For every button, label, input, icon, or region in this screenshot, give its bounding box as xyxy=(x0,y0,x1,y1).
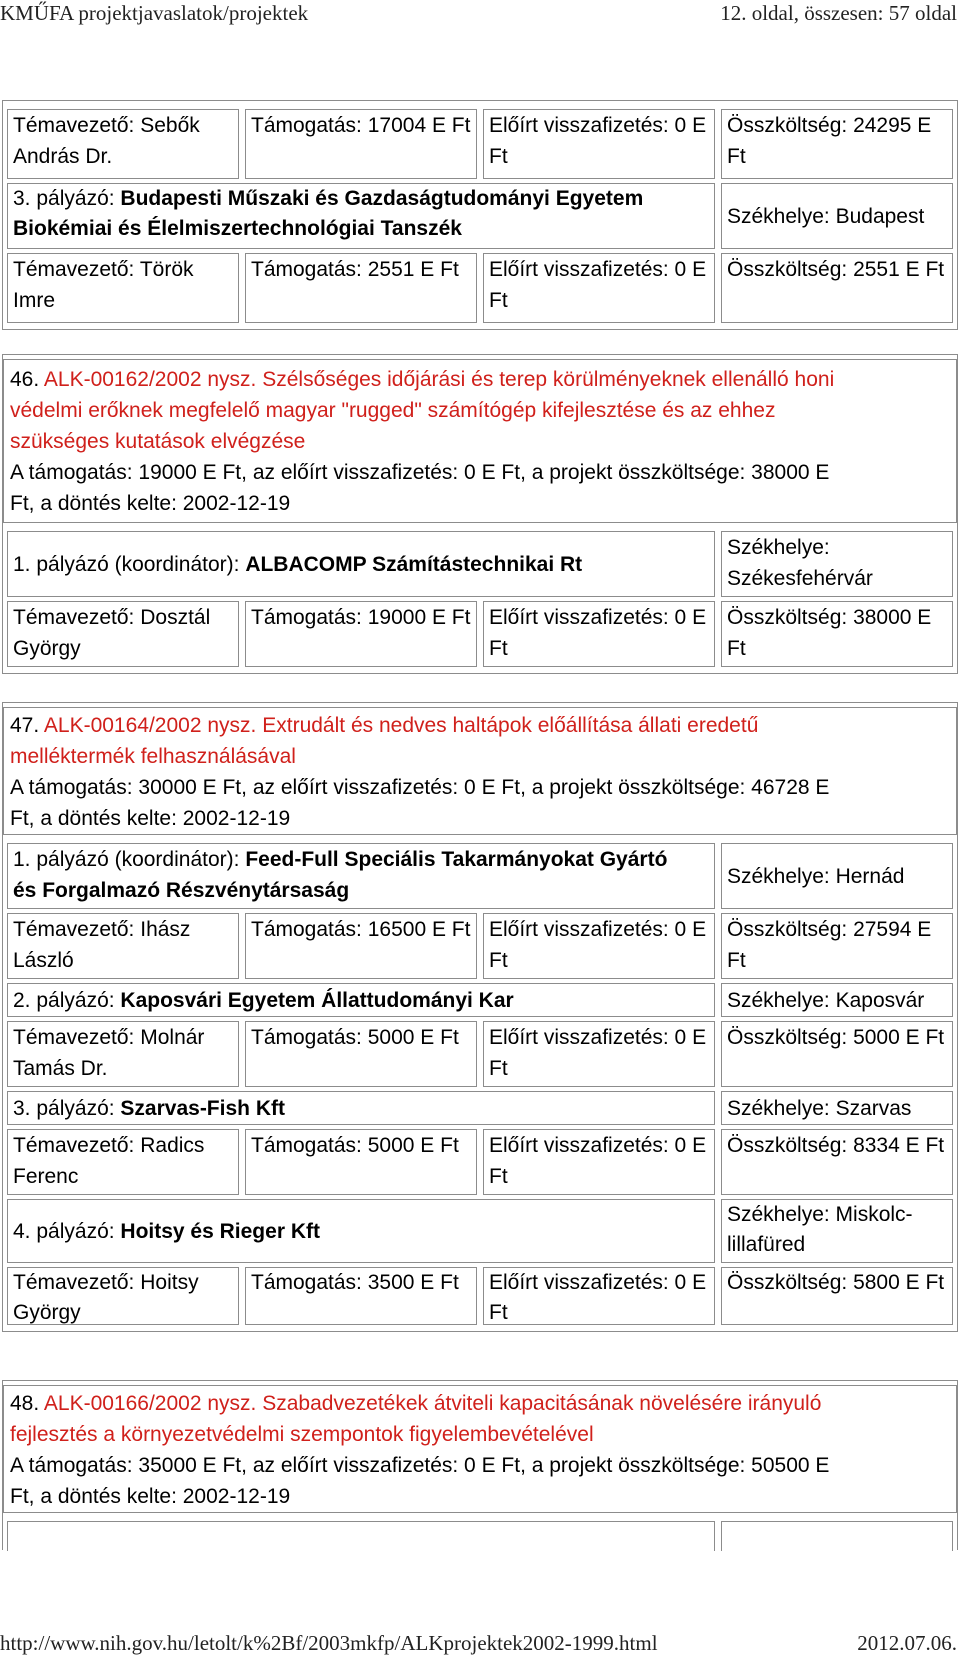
supervisor-cell xyxy=(7,1267,239,1325)
applicant-name-line1: Budapesti Műszaki és Gazdaságtudományi Egyetem xyxy=(120,187,644,210)
project-title-line3: szükséges kutatások elvégzése xyxy=(10,430,306,453)
project-title-line2: melléktermék felhasználásával xyxy=(10,745,296,768)
grant-value: 19000 E Ft xyxy=(367,606,471,629)
total-cost-label: Összköltség: xyxy=(727,114,848,137)
supervisor-name: Ihász László xyxy=(13,918,191,972)
repayment-cell xyxy=(483,109,715,179)
seat-label: Székhelye: xyxy=(727,988,830,1012)
project-summary-line2: Ft, a döntés kelte: 2002-12-19 xyxy=(10,807,291,830)
total-cost-label: Összköltség: xyxy=(727,258,848,281)
total-cost-value: 38000 E Ft xyxy=(727,606,932,660)
supervisor-cell xyxy=(7,253,239,323)
grant-cell xyxy=(245,913,477,979)
repayment-cell xyxy=(483,253,715,323)
grant-cell xyxy=(245,1021,477,1087)
supervisor-label: Témavezető: xyxy=(13,114,135,137)
grant-value: 3500 E Ft xyxy=(367,1271,459,1294)
applicant-name-line1: Feed-Full Speciális Takarmányokat Gyártó xyxy=(245,848,668,871)
total-cost-value: 8334 E Ft xyxy=(853,1134,945,1157)
project-id[interactable]: ALK-00162/2002 xyxy=(43,368,202,391)
supervisor-label: Témavezető: xyxy=(13,606,135,629)
supervisor-name: Radics Ferenc xyxy=(13,1134,205,1188)
project-header xyxy=(3,1385,957,1513)
applicant-number: 2. xyxy=(13,988,31,1012)
seat-value: Kaposvár xyxy=(835,988,925,1012)
project-header xyxy=(3,707,957,835)
repayment-cell xyxy=(483,1267,715,1325)
project-47 xyxy=(2,702,958,1332)
applicant-cell xyxy=(7,1521,715,1551)
grant-value: 2551 E Ft xyxy=(367,258,459,281)
total-cost-label: Összköltség: xyxy=(727,918,848,941)
total-cost-label: Összköltség: xyxy=(727,1026,848,1049)
project-title-line2: fejlesztés a környezetvédelmi szempontok figyelembevételével xyxy=(10,1423,594,1446)
grant-label: Támogatás: xyxy=(251,918,362,941)
supervisor-cell xyxy=(7,1129,239,1195)
project-title-line2: védelmi erőknek megfelelő magyar "rugged" számítógép kifejlesztése és az ehhez xyxy=(10,399,776,422)
total-cost-label: Összköltség: xyxy=(727,606,848,629)
applicant-name: Hoitsy és Rieger Kft xyxy=(120,1219,320,1243)
grant-value: 17004 E Ft xyxy=(367,114,471,137)
grant-label: Támogatás: xyxy=(251,1271,362,1294)
applicant-label: pályázó: xyxy=(36,988,115,1012)
applicant-name: Szarvas-Fish Kft xyxy=(120,1096,285,1120)
grant-value: 5000 E Ft xyxy=(367,1026,459,1049)
supervisor-label: Témavezető: xyxy=(13,918,135,941)
seat-value: Szarvas xyxy=(835,1096,912,1120)
project-nysz: nysz. xyxy=(207,368,257,391)
applicant-number: 1. xyxy=(13,848,31,871)
page-footer-url[interactable]: http://www.nih.gov.hu/letolt/k%2Bf/2003mkfp/ALKprojektek2002-1999.html xyxy=(0,1631,658,1655)
supervisor-label: Témavezető: xyxy=(13,1134,135,1157)
grant-cell xyxy=(245,253,477,323)
grant-cell xyxy=(245,601,477,667)
seat-cell xyxy=(721,183,953,249)
applicant-cell xyxy=(7,843,715,909)
seat-label: Székhelye: xyxy=(727,864,830,888)
repayment-cell xyxy=(483,1021,715,1087)
applicant-number: 3. xyxy=(13,1096,31,1120)
grant-label: Támogatás: xyxy=(251,1026,362,1049)
grant-value: 16500 E Ft xyxy=(367,918,471,941)
repayment-cell xyxy=(483,913,715,979)
grant-label: Támogatás: xyxy=(251,114,362,137)
total-cost-cell xyxy=(721,253,953,323)
project-id[interactable]: ALK-00164/2002 xyxy=(43,714,202,737)
seat-value: Budapest xyxy=(835,204,925,228)
applicant-number: 4. xyxy=(13,1219,31,1243)
total-cost-label: Összköltség: xyxy=(727,1271,848,1294)
project-nysz: nysz. xyxy=(207,1392,257,1415)
applicant-name: Kaposvári Egyetem Állattudományi Kar xyxy=(120,988,514,1012)
total-cost-value: 5000 E Ft xyxy=(853,1026,945,1049)
supervisor-name: Molnár Tamás Dr. xyxy=(13,1026,205,1080)
grant-label: Támogatás: xyxy=(251,258,362,281)
project-id[interactable]: ALK-00166/2002 xyxy=(43,1392,202,1415)
applicant-cell xyxy=(7,1199,715,1263)
repayment-text: Előírt visszafizetés: 0 E Ft xyxy=(489,1026,707,1080)
repayment-text: Előírt visszafizetés: 0 E Ft xyxy=(489,258,707,312)
total-cost-value: 27594 E Ft xyxy=(727,918,932,972)
project-summary-line1: A támogatás: 19000 E Ft, az előírt visszafizetés: 0 E Ft, a projekt összköltsége: 38000 E xyxy=(10,461,830,484)
total-cost-cell xyxy=(721,109,953,179)
seat-cell xyxy=(721,531,953,597)
project-number: 48. xyxy=(10,1392,40,1415)
supervisor-name: Dosztál György xyxy=(13,606,211,660)
page-header xyxy=(0,0,960,30)
project-title-line1: Extrudált és nedves haltápok előállítása állati eredetű xyxy=(262,714,759,737)
applicant-label: pályázó: xyxy=(36,187,115,210)
total-cost-value: 5800 E Ft xyxy=(853,1271,945,1294)
page-header-title: KMŰFA projektjavaslatok/projektek xyxy=(0,1,309,25)
supervisor-cell xyxy=(7,913,239,979)
seat-label: Székhelye: xyxy=(727,1096,830,1120)
project-nysz: nysz. xyxy=(207,714,257,737)
applicant-name-line2: és Forgalmazó Részvénytársaság xyxy=(13,879,350,902)
seat-cell xyxy=(721,1199,953,1263)
applicant-label: pályázó: xyxy=(36,1096,115,1120)
project-number: 46. xyxy=(10,368,40,391)
project-45-carryover xyxy=(2,100,958,330)
project-summary-line1: A támogatás: 30000 E Ft, az előírt visszafizetés: 0 E Ft, a projekt összköltsége: 46728 E xyxy=(10,776,830,799)
supervisor-label: Témavezető: xyxy=(13,258,135,281)
grant-cell xyxy=(245,1129,477,1195)
supervisor-cell xyxy=(7,601,239,667)
repayment-text: Előírt visszafizetés: 0 E Ft xyxy=(489,1271,707,1324)
project-summary-line1: A támogatás: 35000 E Ft, az előírt visszafizetés: 0 E Ft, a projekt összköltsége: 50500 E xyxy=(10,1454,830,1477)
project-number: 47. xyxy=(10,714,40,737)
total-cost-cell xyxy=(721,601,953,667)
page-footer xyxy=(0,1629,960,1657)
grant-cell xyxy=(245,109,477,179)
supervisor-name: Sebők András Dr. xyxy=(13,114,200,168)
page-header-page-number: 12. oldal, összesen: 57 oldal xyxy=(720,1,957,25)
repayment-text: Előírt visszafizetés: 0 E Ft xyxy=(489,114,707,168)
applicant-cell xyxy=(7,983,715,1017)
total-cost-cell xyxy=(721,913,953,979)
grant-value: 5000 E Ft xyxy=(367,1134,459,1157)
applicant-number: 3. xyxy=(13,187,31,210)
supervisor-label: Témavezető: xyxy=(13,1026,135,1049)
applicant-label: pályázó: xyxy=(36,1219,115,1243)
repayment-cell xyxy=(483,1129,715,1195)
supervisor-cell xyxy=(7,1021,239,1087)
total-cost-value: 2551 E Ft xyxy=(853,258,945,281)
project-title-line1: Szélsőséges időjárási és terep körülményeknek ellenálló honi xyxy=(262,368,835,391)
applicant-number: 1. xyxy=(13,552,31,576)
total-cost-cell xyxy=(721,1021,953,1087)
applicant-cell xyxy=(7,1091,715,1125)
repayment-text: Előírt visszafizetés: 0 E Ft xyxy=(489,1134,707,1188)
page-footer-date: 2012.07.06. xyxy=(857,1631,957,1655)
seat-cell xyxy=(721,1091,953,1125)
supervisor-cell xyxy=(7,109,239,179)
project-title-line1: Szabadvezetékek átviteli kapacitásának növelésére irányuló xyxy=(262,1392,822,1415)
applicant-cell xyxy=(7,183,715,249)
applicant-name-line2: Biokémiai és Élelmiszertechnológiai Tanszék xyxy=(13,217,462,240)
applicant-label: pályázó (koordinátor): xyxy=(36,848,240,871)
supervisor-name: Török Imre xyxy=(13,258,194,312)
supervisor-label: Témavezető: xyxy=(13,1271,135,1294)
grant-cell xyxy=(245,1267,477,1325)
repayment-text: Előírt visszafizetés: 0 E Ft xyxy=(489,918,707,972)
seat-value: Székesfehérvár xyxy=(727,567,873,590)
seat-label: Székhelye: xyxy=(727,536,830,559)
seat-line2: lillafüred xyxy=(727,1233,806,1256)
seat-cell xyxy=(721,983,953,1017)
seat-cell xyxy=(721,843,953,909)
project-46 xyxy=(2,354,958,674)
applicant-name: ALBACOMP Számítástechnikai Rt xyxy=(245,552,583,576)
project-header xyxy=(3,359,957,523)
seat-line1: Székhelye: Miskolc- xyxy=(727,1203,913,1226)
supervisor-name: Hoitsy György xyxy=(13,1271,199,1324)
total-cost-cell xyxy=(721,1129,953,1195)
repayment-text: Előírt visszafizetés: 0 E Ft xyxy=(489,606,707,660)
seat-label: Székhelye: xyxy=(727,204,830,228)
grant-label: Támogatás: xyxy=(251,606,362,629)
project-summary-line2: Ft, a döntés kelte: 2002-12-19 xyxy=(10,492,291,515)
seat-value: Hernád xyxy=(835,864,905,888)
project-48 xyxy=(2,1380,958,1550)
total-cost-value: 24295 E Ft xyxy=(727,114,932,168)
grant-label: Támogatás: xyxy=(251,1134,362,1157)
total-cost-cell xyxy=(721,1267,953,1325)
applicant-label: pályázó (koordinátor): xyxy=(36,552,240,576)
total-cost-label: Összköltség: xyxy=(727,1134,848,1157)
repayment-cell xyxy=(483,601,715,667)
applicant-cell xyxy=(7,531,715,597)
project-summary-line2: Ft, a döntés kelte: 2002-12-19 xyxy=(10,1485,291,1508)
seat-cell xyxy=(721,1521,953,1551)
